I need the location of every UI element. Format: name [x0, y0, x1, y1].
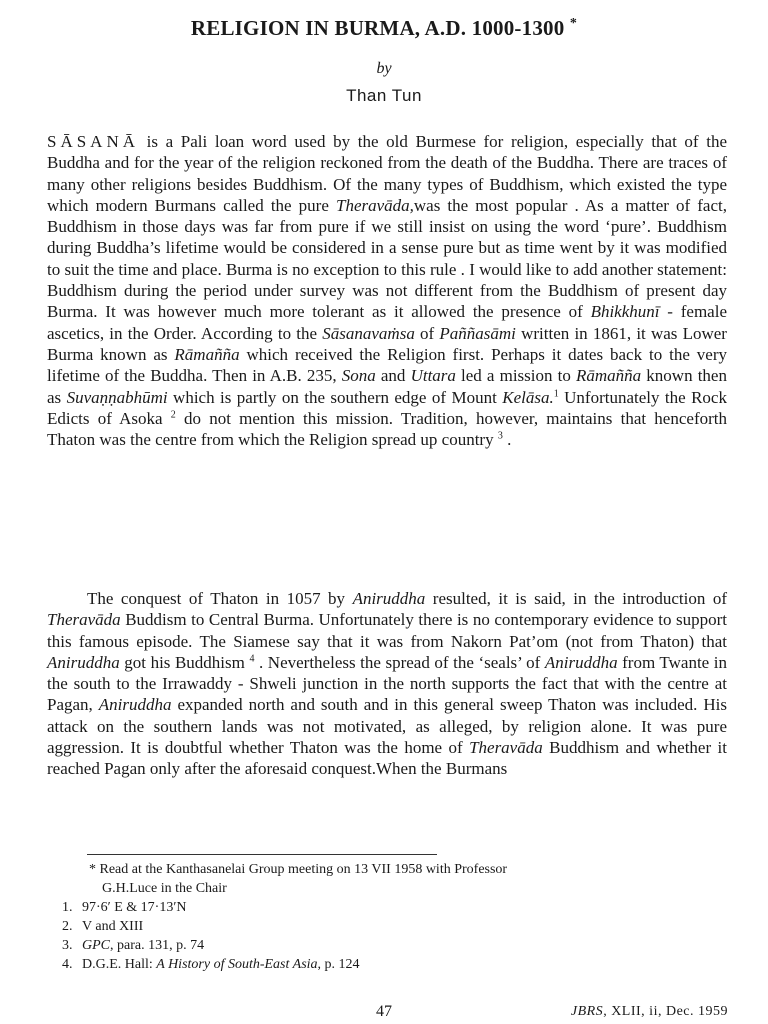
footnote-text: 97·6′ E & 17·13′N: [82, 900, 187, 915]
italic-term: Kelāsa.: [502, 387, 554, 407]
text-run: Buddhism and whether it reached Pagan only after the aforesaid conquest.When the Burmans: [47, 738, 727, 779]
text-run: expanded north and south and in this general sweep Thaton was included. His attack on the southern lands was not motivated, as alleged, by religion alone. It was pure aggression. It is doubtful whether Thaton was the home of: [47, 695, 727, 758]
text-run: The conquest of Thaton in 1057 by: [87, 589, 353, 608]
text-run: which received the Religion first. Perhaps it dates back to the very lifetime of the Buddha. Then in A.B. 235,: [47, 344, 727, 386]
text-run: resulted, it is said, in the introduction of: [425, 589, 727, 608]
text-run: written in 1861, it was Lower Burma known as: [47, 323, 727, 364]
text-run: got his Buddhism: [119, 652, 250, 672]
footnote-text: [82, 936, 204, 955]
italic-term: Aniruddha: [544, 652, 618, 672]
footnote-number: 2.: [62, 919, 73, 934]
text-run: D.G.E. Hall:: [82, 957, 157, 972]
footnotes: [62, 860, 732, 974]
text-run: - female ascetics, in the Order. According to the: [47, 302, 727, 343]
text-run: which is partly on the southern edge of Mount: [167, 387, 503, 407]
footnote-number: 4.: [62, 957, 73, 972]
page-number: 47: [376, 1003, 392, 1020]
text-run: , para. 131, p. 74: [110, 938, 205, 953]
footnote-ref: 2: [170, 409, 176, 421]
italic-term: Theravāda: [469, 738, 543, 758]
footnote-3: [62, 936, 732, 955]
italic-term: Bhikkhunī: [590, 302, 660, 322]
text-run: and: [375, 366, 411, 386]
text-run: Buddism to Central Burma. Unfortunately there is no contemporary evidence to support this famous episode. The Siamese say that it was from Nakorn Pat’om (not from Thaton) that: [47, 610, 727, 651]
footnote-text: V and XIII: [82, 919, 144, 934]
text-run: was the most popular . As a matter of fact, Buddhism in those days was far from pure if we still insist on using the word ‘pure’. Buddhism during Buddha’s lifetime would be considered in a sense pure but as time went by it was modified to suit the time and place. Burma is no exception to this rule . I would like to add another statement: Buddhism during the period under survey was not different from the Buddhism of present day Burma. It was however much more tolerant as it allowed the presence of: [47, 195, 727, 322]
italic-term: Aniruddha: [352, 589, 426, 608]
journal-volume: , XLII, ii, Dec. 1959: [603, 1004, 728, 1019]
footnote-divider: [87, 854, 437, 855]
text-run: known then as: [47, 366, 727, 407]
footnote-text: G.H.Luce in the Chair: [102, 881, 227, 896]
footnote-number: 3.: [62, 938, 73, 953]
body-paragraph-2: [47, 588, 727, 780]
italic-term: Suvaṇṇabhūmi: [66, 387, 168, 407]
lead-word: SĀSANĀ: [47, 132, 140, 151]
footnote-ref: 1: [553, 387, 559, 399]
journal-reference: [571, 1004, 728, 1020]
author-name: Than Tun: [346, 86, 422, 105]
italic-term: Uttara: [410, 366, 456, 386]
italic-term: A History of South-East Asia: [156, 957, 318, 972]
title-footnote-mark: *: [569, 16, 578, 31]
italic-term: GPC: [82, 938, 110, 953]
italic-term: Rāmañña: [174, 344, 240, 364]
text-run: is a Pali loan word used by the old Burmese for religion, especially that of the Buddha and for the year of the religion reckoned from the death of the Buddha. There are traces of many other religions besides Buddhism. Of the many types of Buddhism, which existed the type which modern Burmans called the pure: [47, 132, 727, 215]
footnote-text: [82, 955, 360, 974]
journal-name: JBRS: [570, 1004, 604, 1019]
italic-term: Theravāda,: [335, 195, 414, 215]
italic-term: Aniruddha: [47, 652, 120, 672]
footnote-ref: 4: [249, 653, 255, 665]
footnote-2: [62, 917, 732, 936]
italic-term: Sona: [341, 366, 376, 386]
article-title: [0, 16, 768, 41]
italic-term: Aniruddha: [98, 695, 172, 715]
italic-term: Theravāda: [47, 610, 121, 630]
text-run: . Nevertheless the spread of the ‘seals’ of: [254, 652, 545, 672]
italic-term: Rāmañña: [576, 366, 642, 386]
title-text: RELIGION IN BURMA, A.D. 1000-1300: [190, 16, 565, 40]
text-run: , p. 124: [317, 957, 360, 972]
byline-by: by: [376, 60, 392, 77]
italic-term: Sāsanavaṁsa: [322, 323, 415, 343]
footnote-1: [62, 898, 732, 917]
italic-term: Paññasāmi: [439, 323, 516, 343]
footnote-ref: 3: [497, 430, 503, 442]
text-run: from Twante in the south to the Irrawaddy - Shweli junction in the north supports the fact that with the centre at Pagan,: [47, 652, 728, 715]
text-run: do not mention this mission. Tradition, however, maintains that henceforth Thaton was the centre from which the Religion spread up country: [47, 408, 727, 450]
text-run: Unfortunately the Rock Edicts of Asoka: [47, 387, 727, 428]
footnote-text: * Read at the Kanthasanelai Group meeting on 13 VII 1958 with Professor: [89, 862, 508, 877]
text-run: led a mission to: [455, 366, 576, 386]
text-run: of: [414, 323, 440, 343]
footnote-star: [62, 860, 732, 898]
body-paragraph-1: [47, 131, 727, 450]
footnote-number: 1.: [62, 900, 73, 915]
text-run: .: [502, 430, 512, 450]
footnote-4: [62, 955, 732, 974]
